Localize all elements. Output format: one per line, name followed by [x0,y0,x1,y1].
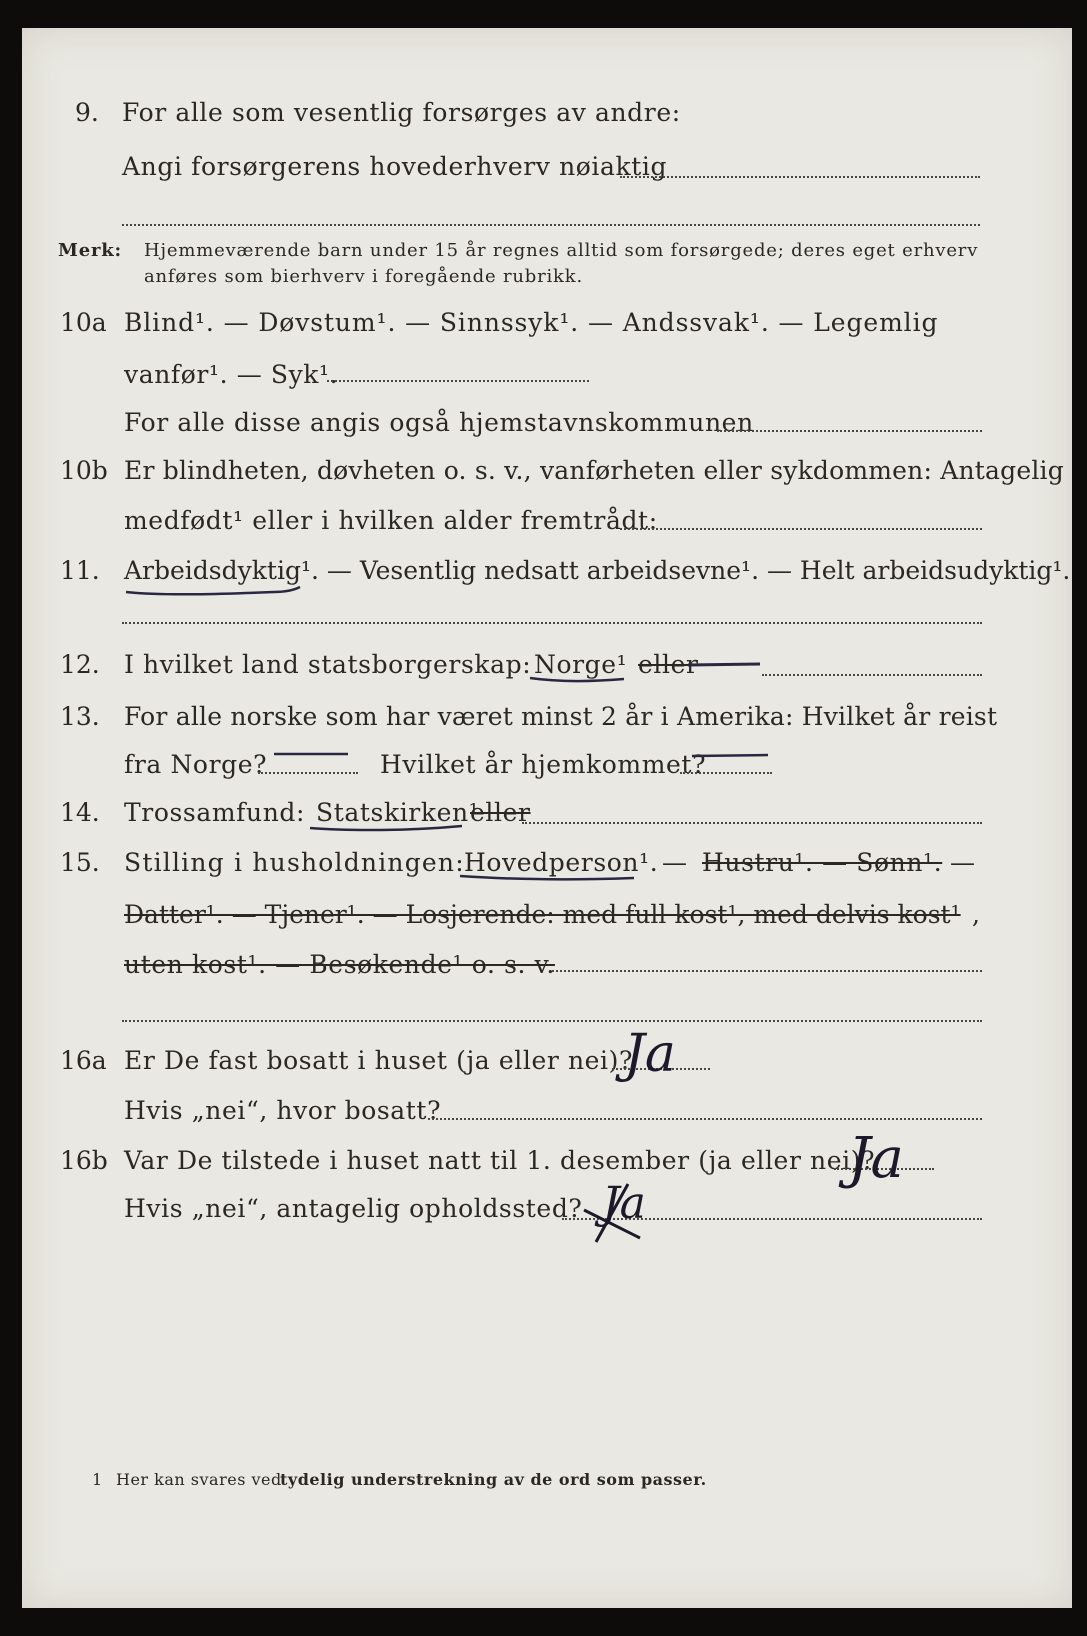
q15-line2: Datter¹. — Tjener¹. — Losjerende: med full kost¹, med delvis kost¹ [124,900,961,929]
q11-text: Arbeidsdyktig¹. — Vesentlig nedsatt arbeidsevne¹. — Helt arbeidsudyktig¹. [124,556,1071,585]
q15-option-hustru-sonn: Hustru¹. — Sønn¹. [702,848,943,877]
q12-text: I hvilket land statsborgerskap: [124,650,532,679]
q16a-line2: Hvis „nei“, hvor bosatt? [124,1096,442,1125]
q11-number: 11. [60,556,100,585]
q11-handwritten-underline [124,584,304,598]
q15-dash-2: — [950,848,976,877]
q14-answer-line[interactable] [522,822,982,824]
q13-reist-dash [272,750,352,758]
q12-number: 12. [60,650,100,679]
q13-number: 13. [60,702,100,731]
q15-dash-1: — [662,848,688,877]
q10b-line1: Er blindheten, døvheten o. s. v., vanførheten eller sykdommen: Antagelig [124,456,1064,485]
q16b-number: 16b [60,1146,108,1175]
q14-option-eller: eller [470,798,531,827]
q10b-number: 10b [60,456,108,485]
q15-number: 15. [60,848,100,877]
q9-answer-line[interactable] [620,176,980,178]
q9-answer-line-2[interactable] [122,224,980,226]
q12-handwritten-dash [686,660,766,670]
q10b-answer-line[interactable] [620,528,982,530]
q13-hjemkommet-line[interactable] [680,772,772,774]
q9-line1: For alle som vesentlig forsørges av andre: [122,98,681,127]
q13-line2a: fra Norge? [124,750,268,779]
q16a-number: 16a [60,1046,107,1075]
q15-handwritten-underline [458,872,638,884]
footnote-bold-text: tydelig understrekning av de ord som passer. [280,1470,707,1489]
footnote-text: Her kan svares ved [116,1470,282,1489]
q10a-hjemstavn-line[interactable] [717,430,982,432]
q10b-line2: medfødt¹ eller i hvilken alder fremtrådt: [124,506,658,535]
q16a-line1: Er De fast bosatt i huset (ja eller nei)? [124,1046,633,1075]
q12-option-norge: Norge¹ [534,650,628,679]
q13-hjemkommet-dash [690,750,774,760]
q14-text: Trossamfund: [124,798,306,827]
merk-line1: Hjemmeværende barn under 15 år regnes alltid som forsørgede; deres eget erhverv [144,240,979,261]
merk-label: Merk: [58,240,122,261]
footnote-mark: 1 [92,1470,103,1489]
q15-line3: uten kost¹. — Besøkende¹ o. s. v. [124,950,555,979]
q10a-answer-line[interactable] [327,380,589,382]
q14-number: 14. [60,798,100,827]
q10a-line2: vanfør¹. — Syk¹. [124,360,339,389]
q14-option-statskirken: Statskirken¹ [316,798,480,827]
q10a-line3: For alle disse angis også hjemstavnskommunen [124,408,754,437]
q15-line2-comma: , [972,900,981,929]
q16b-line1: Var De tilstede i huset natt til 1. desember (ja eller nei)? [124,1146,876,1175]
q11-answer-line[interactable] [122,622,982,624]
q9-line2: Angi forsørgerens hovederhverv nøiaktig [122,152,668,181]
q16b-crossed-out-answer: Ja [602,1178,646,1229]
q12-handwritten-underline [528,674,628,684]
q9-number: 9. [75,98,99,127]
q14-handwritten-underline [308,822,468,834]
q13-line2b: Hvilket år hjemkommet? [380,750,707,779]
q10a-line1: Blind¹. — Døvstum¹. — Sinnssyk¹. — Andssvak¹. — Legemlig [124,308,939,337]
q16a-bosatt-line[interactable] [428,1118,982,1120]
q13-line1: For alle norske som har været minst 2 år i Amerika: Hvilket år reist [124,702,998,731]
q12-answer-line[interactable] [762,674,982,676]
q16a-handwritten-answer: Ja [624,1024,676,1084]
q12-option-eller: eller [638,650,699,679]
q16b-line2: Hvis „nei“, antagelig opholdssted? [124,1194,583,1223]
q13-reist-line[interactable] [258,772,358,774]
q10a-number: 10a [60,308,107,337]
q15-option-hovedperson: Hovedperson¹. [464,848,659,877]
merk-line2: anføres som bierhverv i foregående rubrikk. [144,266,583,287]
q16b-cross-out-mark [578,1180,648,1246]
census-form-page [22,28,1072,1608]
q16b-handwritten-answer: Ja [848,1126,904,1191]
q15-line1a: Stilling i husholdningen: [124,848,465,877]
q15-answer-line[interactable] [552,970,982,972]
q15-answer-line-2[interactable] [122,1020,982,1022]
